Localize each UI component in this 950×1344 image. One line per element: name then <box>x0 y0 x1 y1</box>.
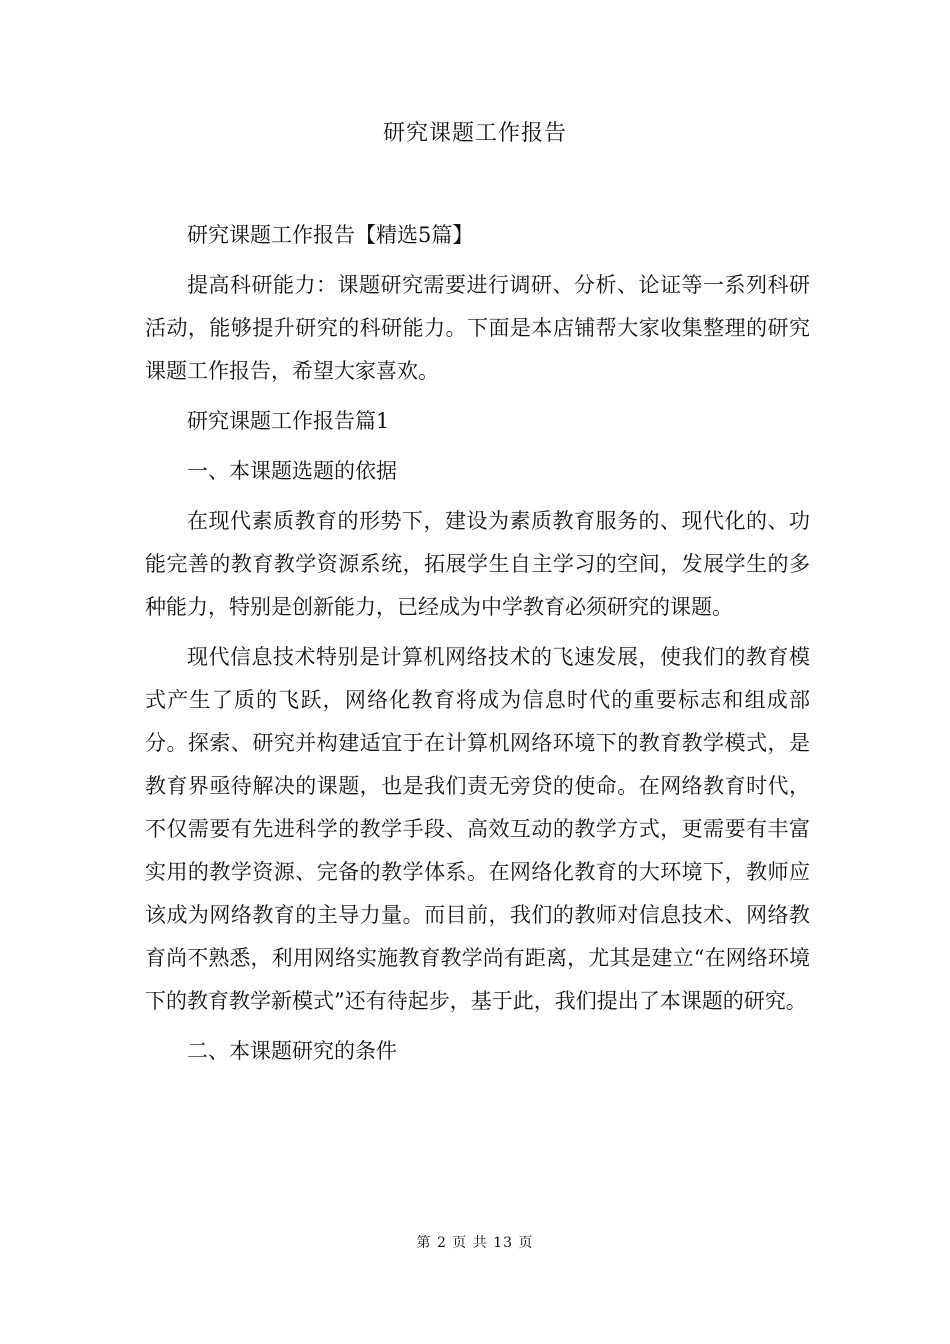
document-body <box>145 214 810 1080</box>
page-number-footer: 第 2 页 共 13 页 <box>416 1235 534 1251</box>
subsection-heading: 一、本课题选题的依据 <box>187 459 397 483</box>
subtitle-paragraph: 研究课题工作报告【精选5篇】 <box>187 223 474 247</box>
body-paragraph: 现代信息技术特别是计算机网络技术的飞速发展，使我们的教育模式产生了质的飞跃，网络化教育将成为信息时代的重要标志和组成部分。探索、研究并构建适宜于在计算机网络环境下的教育教学模式，是教育界亟待解决的课题，也是我们责无旁贷的使命。在网络教育时代，不仅需要有先进科学的教学手段、高效互动的教学方式，更需要有丰富实用的教学资源、完备的教学体系。在网络化教育的大环境下，教师应该成为网络教育的主导力量。而目前，我们的教师对信息技术、网络教育尚不熟悉，利用网络实施教育教学尚有距离，尤其是建立“在网络环境下的教育教学新模式”还有待起步，基于此，我们提出了本课题的研究。 <box>145 645 810 1013</box>
section-heading: 研究课题工作报告篇1 <box>187 409 390 433</box>
body-paragraph: 在现代素质教育的形势下，建设为素质教育服务的、现代化的、功能完善的教育教学资源系统，拓展学生自主学习的空间，发展学生的多种能力，特别是创新能力，已经成为中学教育必须研究的课题。 <box>145 509 810 619</box>
intro-paragraph: 提高科研能力：课题研究需要进行调研、分析、论证等一系列科研活动，能够提升研究的科研能力。下面是本店铺帮大家收集整理的研究课题工作报告，希望大家喜欢。 <box>145 273 810 383</box>
subsection-heading: 二、本课题研究的条件 <box>187 1039 397 1063</box>
document-title: 研究课题工作报告 <box>382 121 567 146</box>
